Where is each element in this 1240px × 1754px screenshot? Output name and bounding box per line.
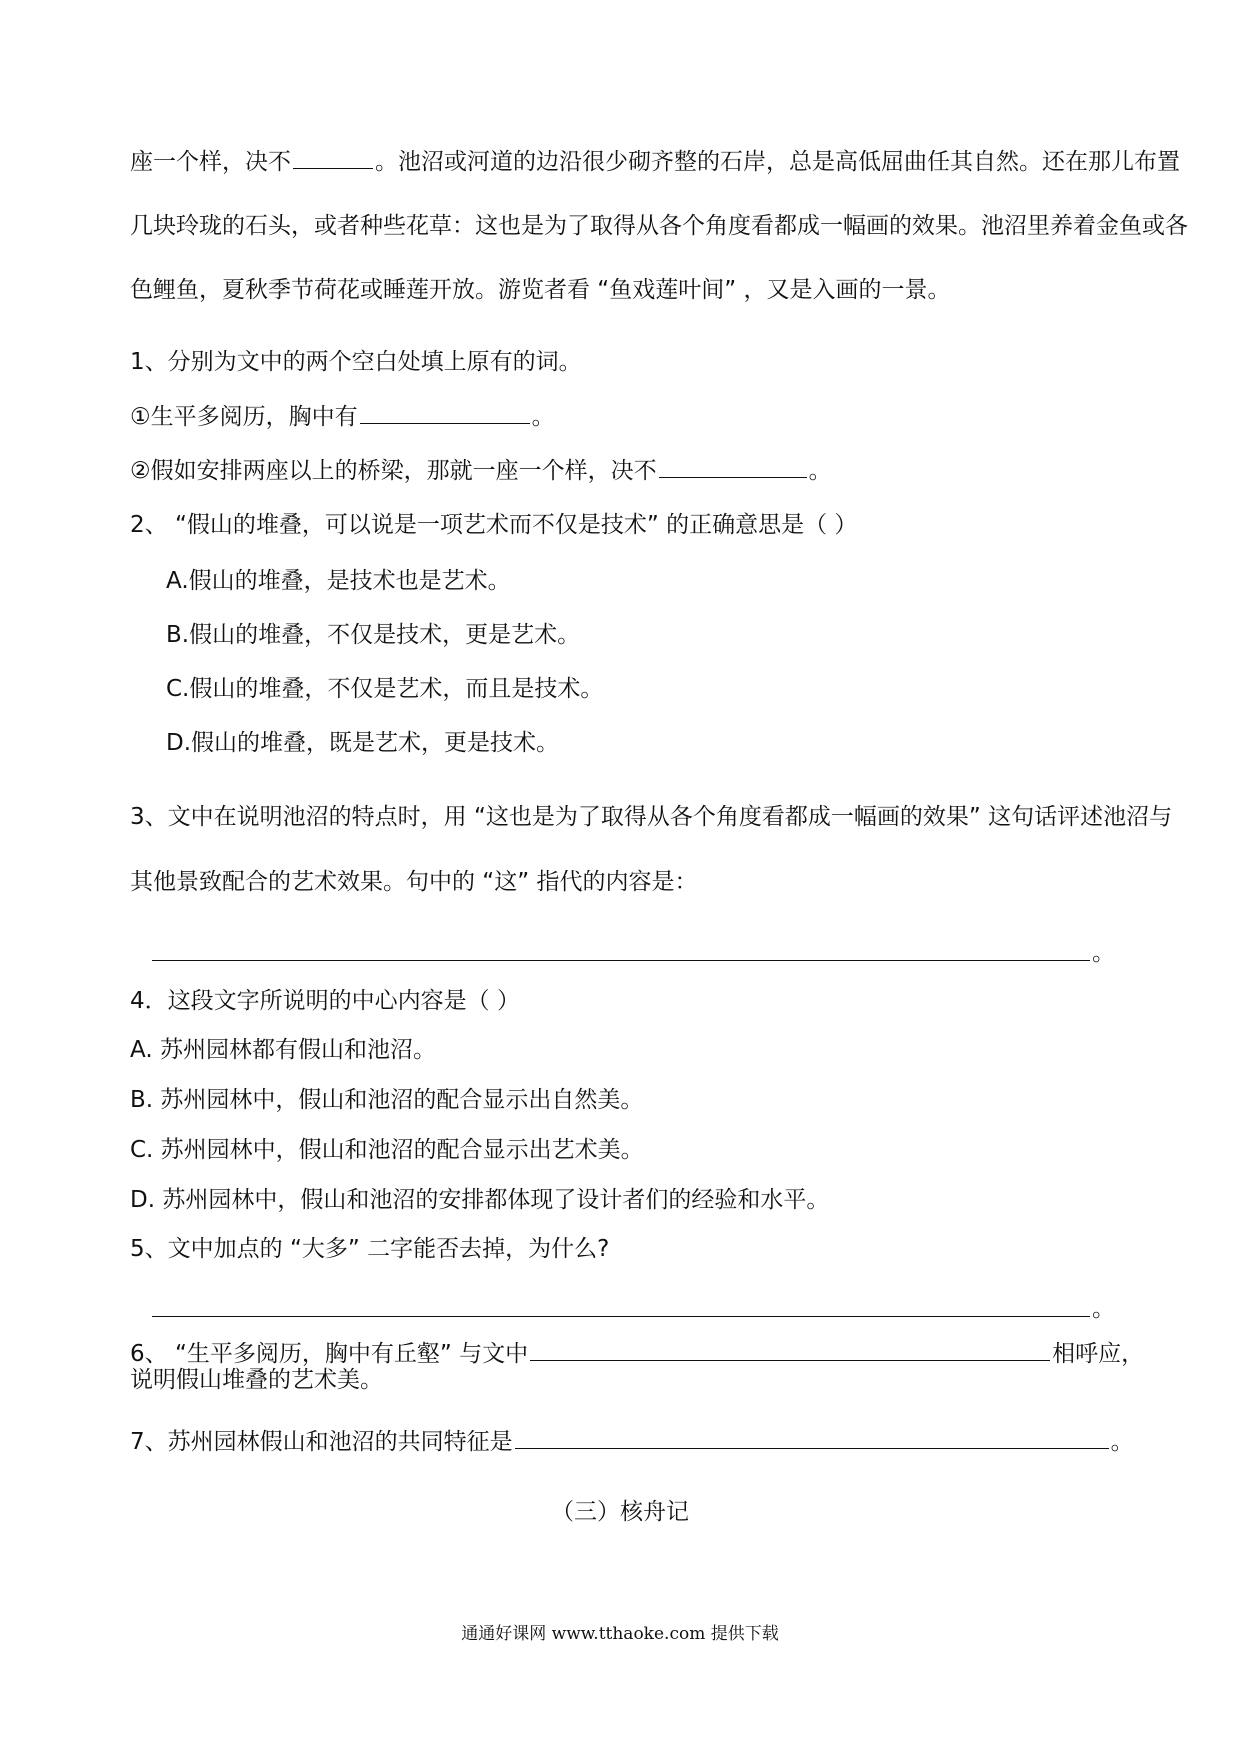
question-2-option-b: B.假山的堆叠，不仅是技术，更是艺术。 [166,622,581,648]
question-6-text: 6、 “生平多阅历，胸中有丘壑” 与文中 [130,1341,529,1367]
question-4-option-b: B. 苏州园林中，假山和池沼的配合显示出自然美。 [130,1087,644,1113]
section-title: （三）核舟记 [551,1499,689,1525]
question-7-end: 。 [1110,1429,1134,1455]
question-1-sub-2 [130,455,832,487]
question-2-option-a: A.假山的堆叠，是技术也是艺术。 [166,568,511,594]
question-5-stem: 5、文中加点的 “大多” 二字能否去掉，为什么? [130,1236,610,1262]
answer-blank [530,1338,1050,1361]
question-4-option-d: D. 苏州园林中，假山和池沼的安排都体现了设计者们的经验和水平。 [130,1187,830,1213]
passage-line-2: 几块玲珑的石头，或者种些花草：这也是为了取得从各个角度看都成一幅画的效果。池沼里养着金鱼或各 [130,213,1188,239]
passage-line-1 [130,146,1180,178]
question-2-option-c: C.假山的堆叠，不仅是艺术，而且是技术。 [166,676,604,702]
passage-line-3: 色鲤鱼，夏秋季节荷花或睡莲开放。游览者看 “鱼戏莲叶间” ，又是入画的一景。 [130,277,951,303]
question-1-sub-2-end: 。 [808,458,832,484]
question-2-stem: 2、 “假山的堆叠，可以说是一项艺术而不仅是技术” 的正确意思是（ ） [130,512,858,538]
passage-text: 座一个样，决不 [130,149,291,175]
answer-blank [515,1426,1109,1449]
page-footer: 通通好课网 www.tthaoke.com 提供下载 [461,1624,779,1644]
answer-blank [360,401,530,424]
question-2-option-d: D.假山的堆叠，既是艺术，更是技术。 [166,730,560,756]
answer-line [152,960,1090,961]
answer-blank [659,455,807,478]
question-1-stem: 1、分别为文中的两个空白处填上原有的词。 [130,349,582,375]
passage-blank [293,146,373,169]
question-4-option-c: C. 苏州园林中，假山和池沼的配合显示出艺术美。 [130,1137,644,1163]
question-1-sub-1 [130,401,555,433]
question-3-stem-line-1: 3、文中在说明池沼的特点时，用 “这也是为了取得从各个角度看都成一幅画的效果” 这句话评述池沼与 [130,804,1173,830]
question-6-text-end: 相呼应， [1052,1341,1145,1367]
question-5-end: 。 [1092,1296,1115,1322]
answer-line [152,1316,1090,1317]
question-3-end: 。 [1092,940,1115,966]
question-4-option-a: A. 苏州园林都有假山和池沼。 [130,1037,436,1063]
question-7-stem [130,1426,1134,1458]
question-6-stem-line-2: 说明假山堆叠的艺术美。 [130,1367,383,1393]
question-3-stem-line-2: 其他景致配合的艺术效果。句中的 “这” 指代的内容是： [130,869,698,895]
question-7-text: 7、苏州园林假山和池沼的共同特征是 [130,1429,513,1455]
passage-text: 。池沼或河道的边沿很少砌齐整的石岸，总是高低屈曲任其自然。还在那儿布置 [375,149,1180,175]
question-1-sub-1-text: ①生平多阅历，胸中有 [130,404,358,430]
question-4-stem: 4．这段文字所说明的中心内容是（ ） [130,988,520,1014]
question-1-sub-2-text: ②假如安排两座以上的桥梁，那就一座一个样，决不 [130,458,657,484]
question-1-sub-1-end: 。 [531,404,555,430]
